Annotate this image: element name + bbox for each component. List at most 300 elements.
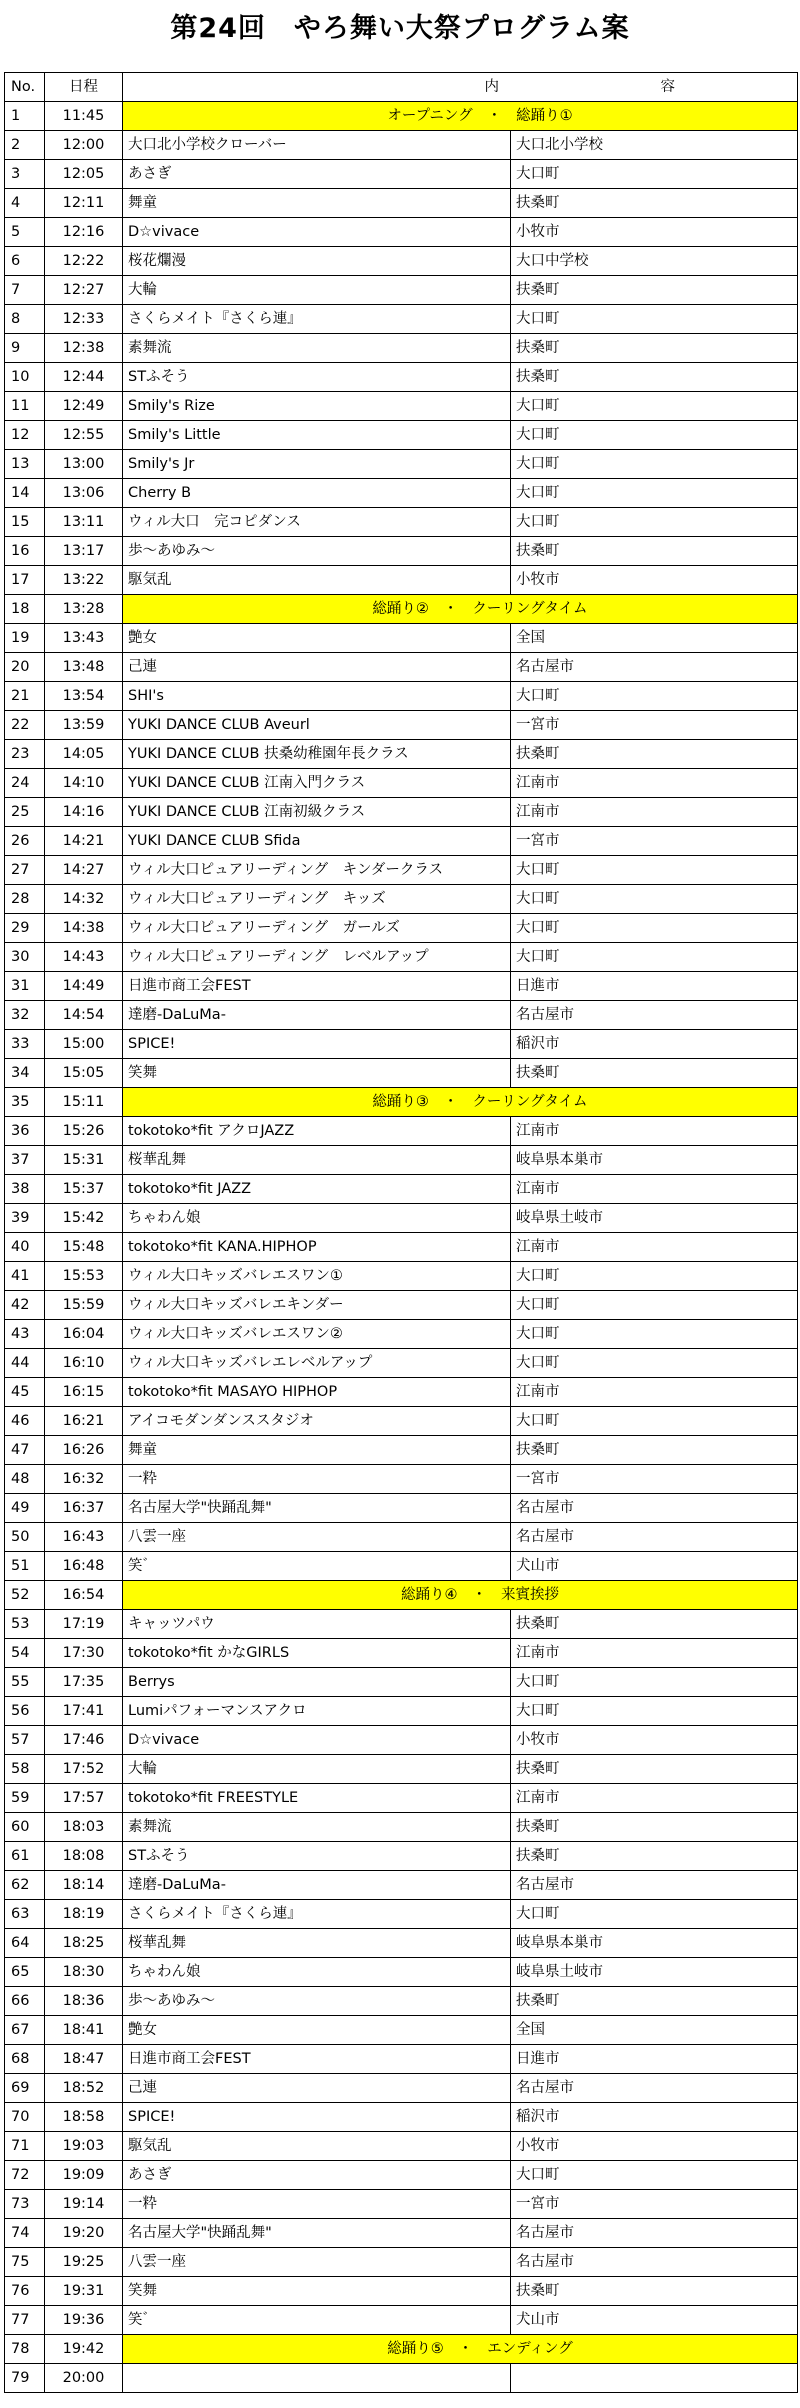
row-time: 16:26 — [45, 1436, 123, 1465]
row-number: 52 — [5, 1581, 45, 1610]
performer-location: 名古屋市 — [511, 1494, 798, 1523]
table-row — [5, 2219, 798, 2248]
performer-location: 扶桑町 — [511, 1842, 798, 1871]
row-time: 19:09 — [45, 2161, 123, 2190]
row-number: 64 — [5, 1929, 45, 1958]
table-row — [5, 769, 798, 798]
table-row — [5, 885, 798, 914]
performer-location: 扶桑町 — [511, 1610, 798, 1639]
performer-location: 扶桑町 — [511, 1755, 798, 1784]
performer-name: 名古屋大学"快踊乱舞" — [123, 2219, 511, 2248]
performer-name: 桜華乱舞 — [123, 1146, 511, 1175]
performer-location: 名古屋市 — [511, 1523, 798, 1552]
row-number: 22 — [5, 711, 45, 740]
performer-name: tokotoko*fit JAZZ — [123, 1175, 511, 1204]
performer-location: 稲沢市 — [511, 2103, 798, 2132]
performer-name: 笑゛ — [123, 2306, 511, 2335]
row-number: 12 — [5, 421, 45, 450]
row-number: 69 — [5, 2074, 45, 2103]
performer-name: 桜花爛漫 — [123, 247, 511, 276]
performer-location: 扶桑町 — [511, 276, 798, 305]
row-number: 39 — [5, 1204, 45, 1233]
performer-location: 大口町 — [511, 856, 798, 885]
performer-name: 大輪 — [123, 1755, 511, 1784]
row-time: 14:27 — [45, 856, 123, 885]
performer-name: 桜華乱舞 — [123, 1929, 511, 1958]
section-label: 総踊り④ ・ 来賓挨拶 — [401, 1587, 559, 1603]
table-row — [5, 914, 798, 943]
section-label: 総踊り② ・ クーリングタイム — [372, 601, 588, 617]
table-row — [5, 1523, 798, 1552]
row-time: 17:19 — [45, 1610, 123, 1639]
performer-name: さくらメイト『さくら連』 — [123, 305, 511, 334]
row-time: 15:31 — [45, 1146, 123, 1175]
performer-location: 大口町 — [511, 421, 798, 450]
performer-location: 江南市 — [511, 1175, 798, 1204]
row-time: 19:36 — [45, 2306, 123, 2335]
table-row — [5, 363, 798, 392]
row-number: 38 — [5, 1175, 45, 1204]
row-number: 23 — [5, 740, 45, 769]
table-row — [5, 1117, 798, 1146]
table-row — [5, 334, 798, 363]
row-number: 48 — [5, 1465, 45, 1494]
performer-location: 一宮市 — [511, 2190, 798, 2219]
performer-name: 日進市商工会FEST — [123, 972, 511, 1001]
row-number: 41 — [5, 1262, 45, 1291]
table-row — [5, 160, 798, 189]
row-time: 14:38 — [45, 914, 123, 943]
row-time: 19:03 — [45, 2132, 123, 2161]
table-row — [5, 1929, 798, 1958]
row-number: 72 — [5, 2161, 45, 2190]
row-time: 19:14 — [45, 2190, 123, 2219]
row-number: 57 — [5, 1726, 45, 1755]
row-number: 8 — [5, 305, 45, 334]
table-row — [5, 711, 798, 740]
row-time: 12:22 — [45, 247, 123, 276]
table-row — [5, 2132, 798, 2161]
performer-location: 小牧市 — [511, 1726, 798, 1755]
table-row — [5, 1059, 798, 1088]
performer-location: 大口中学校 — [511, 247, 798, 276]
table-row — [5, 1958, 798, 1987]
performer-name: ウィル大口ピュアリーディング キンダークラス — [123, 856, 511, 885]
row-number: 19 — [5, 624, 45, 653]
row-number: 36 — [5, 1117, 45, 1146]
performer-location: 大口町 — [511, 1349, 798, 1378]
row-time: 19:31 — [45, 2277, 123, 2306]
performer-location: 名古屋市 — [511, 1871, 798, 1900]
header-content — [123, 73, 798, 102]
performer-location: 大口町 — [511, 885, 798, 914]
row-time: 16:04 — [45, 1320, 123, 1349]
performer-location: 名古屋市 — [511, 653, 798, 682]
table-row — [5, 1233, 798, 1262]
row-time: 16:37 — [45, 1494, 123, 1523]
section-row — [5, 2335, 798, 2364]
performer-name: Smily's Rize — [123, 392, 511, 421]
row-time: 14:21 — [45, 827, 123, 856]
table-row — [5, 1204, 798, 1233]
table-row — [5, 2045, 798, 2074]
row-time: 15:00 — [45, 1030, 123, 1059]
table-row — [5, 2277, 798, 2306]
performer-name: 八雲一座 — [123, 2248, 511, 2277]
row-number: 62 — [5, 1871, 45, 1900]
performer-name: YUKI DANCE CLUB 扶桑幼稚園年長クラス — [123, 740, 511, 769]
row-number: 6 — [5, 247, 45, 276]
row-number: 20 — [5, 653, 45, 682]
row-time: 15:05 — [45, 1059, 123, 1088]
performer-location: 扶桑町 — [511, 1987, 798, 2016]
table-row — [5, 450, 798, 479]
section-row — [5, 1088, 798, 1117]
row-time: 17:41 — [45, 1697, 123, 1726]
performer-location: 大口町 — [511, 392, 798, 421]
table-row — [5, 798, 798, 827]
row-number: 34 — [5, 1059, 45, 1088]
performer-location: 犬山市 — [511, 2306, 798, 2335]
performer-location: 名古屋市 — [511, 2219, 798, 2248]
row-number: 44 — [5, 1349, 45, 1378]
table-row — [5, 1262, 798, 1291]
performer-name: あさぎ — [123, 160, 511, 189]
row-time: 12:44 — [45, 363, 123, 392]
section-banner — [123, 1581, 798, 1610]
performer-name: tokotoko*fit KANA.HIPHOP — [123, 1233, 511, 1262]
row-time: 14:10 — [45, 769, 123, 798]
table-row — [5, 392, 798, 421]
row-time: 18:58 — [45, 2103, 123, 2132]
performer-location: 小牧市 — [511, 566, 798, 595]
row-number: 9 — [5, 334, 45, 363]
performer-location: 名古屋市 — [511, 1001, 798, 1030]
row-number: 65 — [5, 1958, 45, 1987]
header-time: 日程 — [45, 73, 123, 102]
performer-name: D☆vivace — [123, 1726, 511, 1755]
row-time: 13:11 — [45, 508, 123, 537]
performer-name: 己連 — [123, 2074, 511, 2103]
performer-location: 大口町 — [511, 1407, 798, 1436]
row-number: 37 — [5, 1146, 45, 1175]
row-number: 5 — [5, 218, 45, 247]
performer-location: 大口町 — [511, 2161, 798, 2190]
header-no: No. — [5, 73, 45, 102]
row-time: 14:16 — [45, 798, 123, 827]
row-time: 14:49 — [45, 972, 123, 1001]
table-row — [5, 1697, 798, 1726]
performer-location: 江南市 — [511, 1639, 798, 1668]
row-time: 18:08 — [45, 1842, 123, 1871]
performer-location: 岐阜県土岐市 — [511, 1204, 798, 1233]
row-number: 61 — [5, 1842, 45, 1871]
row-number: 35 — [5, 1088, 45, 1117]
row-number: 78 — [5, 2335, 45, 2364]
performer-name: tokotoko*fit FREESTYLE — [123, 1784, 511, 1813]
row-number: 4 — [5, 189, 45, 218]
performer-location — [511, 2364, 798, 2393]
row-time: 16:15 — [45, 1378, 123, 1407]
performer-name: ちゃわん娘 — [123, 1958, 511, 1987]
row-time: 12:49 — [45, 392, 123, 421]
performer-location: 全国 — [511, 624, 798, 653]
performer-name: 駆気乱 — [123, 566, 511, 595]
table-row — [5, 1320, 798, 1349]
table-row — [5, 1001, 798, 1030]
table-row — [5, 479, 798, 508]
row-time: 15:53 — [45, 1262, 123, 1291]
row-time: 12:16 — [45, 218, 123, 247]
row-number: 10 — [5, 363, 45, 392]
row-time: 12:55 — [45, 421, 123, 450]
table-row — [5, 247, 798, 276]
performer-name: ウィル大口 完コピダンス — [123, 508, 511, 537]
row-number: 33 — [5, 1030, 45, 1059]
section-banner — [123, 595, 798, 624]
performer-name: ウィル大口ピュアリーディング キッズ — [123, 885, 511, 914]
performer-name: 大口北小学校クローバー — [123, 131, 511, 160]
row-number: 50 — [5, 1523, 45, 1552]
table-row — [5, 1436, 798, 1465]
performer-name: Smily's Jr — [123, 450, 511, 479]
performer-name — [123, 2364, 511, 2393]
performer-name: Smily's Little — [123, 421, 511, 450]
performer-name: 舞童 — [123, 189, 511, 218]
section-label: 総踊り⑤ ・ エンディング — [387, 2341, 573, 2357]
row-number: 14 — [5, 479, 45, 508]
row-time: 12:05 — [45, 160, 123, 189]
table-row — [5, 1030, 798, 1059]
table-row — [5, 827, 798, 856]
table-row — [5, 1813, 798, 1842]
row-time: 16:10 — [45, 1349, 123, 1378]
row-number: 32 — [5, 1001, 45, 1030]
table-row — [5, 2074, 798, 2103]
row-time: 16:43 — [45, 1523, 123, 1552]
performer-location: 江南市 — [511, 769, 798, 798]
performer-name: 笑゛ — [123, 1552, 511, 1581]
row-time: 13:22 — [45, 566, 123, 595]
performer-name: YUKI DANCE CLUB Aveurl — [123, 711, 511, 740]
row-time: 17:52 — [45, 1755, 123, 1784]
performer-location: 大口町 — [511, 1262, 798, 1291]
row-number: 76 — [5, 2277, 45, 2306]
performer-location: 扶桑町 — [511, 189, 798, 218]
table-row — [5, 653, 798, 682]
table-row — [5, 1755, 798, 1784]
row-time: 12:27 — [45, 276, 123, 305]
row-time: 13:06 — [45, 479, 123, 508]
performer-name: ウィル大口キッズバレエレベルアップ — [123, 1349, 511, 1378]
performer-location: 全国 — [511, 2016, 798, 2045]
header-content-a: 内 — [484, 79, 499, 95]
row-number: 79 — [5, 2364, 45, 2393]
performer-location: 岐阜県土岐市 — [511, 1958, 798, 1987]
table-row — [5, 1175, 798, 1204]
performer-location: 一宮市 — [511, 1465, 798, 1494]
row-time: 11:45 — [45, 102, 123, 131]
table-row — [5, 2103, 798, 2132]
row-number: 7 — [5, 276, 45, 305]
row-number: 60 — [5, 1813, 45, 1842]
row-time: 17:57 — [45, 1784, 123, 1813]
row-time: 12:11 — [45, 189, 123, 218]
table-row — [5, 943, 798, 972]
performer-name: Berrys — [123, 1668, 511, 1697]
performer-name: 一粋 — [123, 2190, 511, 2219]
row-time: 13:48 — [45, 653, 123, 682]
performer-location: 大口町 — [511, 1320, 798, 1349]
row-time: 17:30 — [45, 1639, 123, 1668]
performer-name: tokotoko*fit MASAYO HIPHOP — [123, 1378, 511, 1407]
row-time: 15:11 — [45, 1088, 123, 1117]
row-number: 43 — [5, 1320, 45, 1349]
row-time: 19:42 — [45, 2335, 123, 2364]
performer-location: 岐阜県本巣市 — [511, 1929, 798, 1958]
performer-location: 稲沢市 — [511, 1030, 798, 1059]
row-number: 26 — [5, 827, 45, 856]
row-number: 15 — [5, 508, 45, 537]
row-time: 13:43 — [45, 624, 123, 653]
performer-name: 素舞流 — [123, 1813, 511, 1842]
performer-name: 艶女 — [123, 624, 511, 653]
table-row — [5, 2364, 798, 2393]
performer-name: ウィル大口キッズバレエキンダー — [123, 1291, 511, 1320]
row-number: 16 — [5, 537, 45, 566]
row-time: 13:28 — [45, 595, 123, 624]
performer-location: 扶桑町 — [511, 740, 798, 769]
row-time: 16:32 — [45, 1465, 123, 1494]
performer-name: YUKI DANCE CLUB 江南入門クラス — [123, 769, 511, 798]
performer-location: 扶桑町 — [511, 1436, 798, 1465]
table-row — [5, 856, 798, 885]
row-time: 15:26 — [45, 1117, 123, 1146]
performer-name: tokotoko*fit アクロJAZZ — [123, 1117, 511, 1146]
row-time: 12:00 — [45, 131, 123, 160]
row-time: 14:54 — [45, 1001, 123, 1030]
table-row — [5, 2190, 798, 2219]
row-time: 15:42 — [45, 1204, 123, 1233]
row-time: 19:20 — [45, 2219, 123, 2248]
performer-name: 達磨-DaLuMa- — [123, 1871, 511, 1900]
row-number: 55 — [5, 1668, 45, 1697]
performer-name: 己連 — [123, 653, 511, 682]
performer-location: 大口町 — [511, 305, 798, 334]
performer-location: 江南市 — [511, 1378, 798, 1407]
row-time: 17:46 — [45, 1726, 123, 1755]
performer-location: 大口町 — [511, 450, 798, 479]
performer-location: 扶桑町 — [511, 537, 798, 566]
table-row — [5, 1900, 798, 1929]
performer-name: ウィル大口ピュアリーディング ガールズ — [123, 914, 511, 943]
table-row — [5, 218, 798, 247]
row-number: 77 — [5, 2306, 45, 2335]
performer-location: 江南市 — [511, 1233, 798, 1262]
performer-location: 名古屋市 — [511, 2074, 798, 2103]
performer-location: 大口町 — [511, 682, 798, 711]
row-time: 14:32 — [45, 885, 123, 914]
performer-location: 江南市 — [511, 798, 798, 827]
row-number: 49 — [5, 1494, 45, 1523]
row-number: 47 — [5, 1436, 45, 1465]
performer-name: 笑舞 — [123, 2277, 511, 2306]
row-time: 18:30 — [45, 1958, 123, 1987]
row-number: 18 — [5, 595, 45, 624]
row-number: 53 — [5, 1610, 45, 1639]
performer-name: 素舞流 — [123, 334, 511, 363]
row-number: 75 — [5, 2248, 45, 2277]
table-row — [5, 131, 798, 160]
row-time: 18:14 — [45, 1871, 123, 1900]
performer-location: 大口町 — [511, 914, 798, 943]
row-time: 15:48 — [45, 1233, 123, 1262]
performer-location: 大口町 — [511, 1291, 798, 1320]
row-time: 19:25 — [45, 2248, 123, 2277]
performer-name: SPICE! — [123, 2103, 511, 2132]
performer-name: 歩～あゆみ～ — [123, 1987, 511, 2016]
performer-name: Cherry B — [123, 479, 511, 508]
table-row — [5, 189, 798, 218]
table-header-row — [5, 73, 798, 102]
row-number: 66 — [5, 1987, 45, 2016]
row-number: 24 — [5, 769, 45, 798]
row-number: 31 — [5, 972, 45, 1001]
performer-location: 名古屋市 — [511, 2248, 798, 2277]
row-number: 29 — [5, 914, 45, 943]
performer-location: 大口町 — [511, 1900, 798, 1929]
performer-name: tokotoko*fit かなGIRLS — [123, 1639, 511, 1668]
page-title: 第24回 やろ舞い大祭プログラム案 — [170, 13, 630, 44]
table-row — [5, 1726, 798, 1755]
performer-name: 達磨-DaLuMa- — [123, 1001, 511, 1030]
row-number: 73 — [5, 2190, 45, 2219]
row-number: 2 — [5, 131, 45, 160]
performer-location: 大口町 — [511, 1697, 798, 1726]
performer-name: アイコモダンダンススタジオ — [123, 1407, 511, 1436]
row-number: 56 — [5, 1697, 45, 1726]
row-number: 58 — [5, 1755, 45, 1784]
performer-name: 一粋 — [123, 1465, 511, 1494]
performer-name: 笑舞 — [123, 1059, 511, 1088]
performer-name: SHI's — [123, 682, 511, 711]
performer-name: 艶女 — [123, 2016, 511, 2045]
row-number: 51 — [5, 1552, 45, 1581]
performer-location: 一宮市 — [511, 711, 798, 740]
performer-name: ちゃわん娘 — [123, 1204, 511, 1233]
row-time: 18:36 — [45, 1987, 123, 2016]
performer-location: 大口町 — [511, 160, 798, 189]
row-number: 13 — [5, 450, 45, 479]
row-time: 13:00 — [45, 450, 123, 479]
row-number: 46 — [5, 1407, 45, 1436]
row-time: 17:35 — [45, 1668, 123, 1697]
row-time: 14:05 — [45, 740, 123, 769]
row-time: 18:47 — [45, 2045, 123, 2074]
performer-name: 名古屋大学"快踊乱舞" — [123, 1494, 511, 1523]
performer-location: 小牧市 — [511, 218, 798, 247]
row-number: 17 — [5, 566, 45, 595]
performer-location: 大口町 — [511, 1668, 798, 1697]
table-row — [5, 1639, 798, 1668]
performer-name: キャッツパウ — [123, 1610, 511, 1639]
row-number: 27 — [5, 856, 45, 885]
table-row — [5, 566, 798, 595]
row-time: 12:38 — [45, 334, 123, 363]
performer-location: 扶桑町 — [511, 363, 798, 392]
performer-name: 歩～あゆみ～ — [123, 537, 511, 566]
performer-name: 駆気乱 — [123, 2132, 511, 2161]
